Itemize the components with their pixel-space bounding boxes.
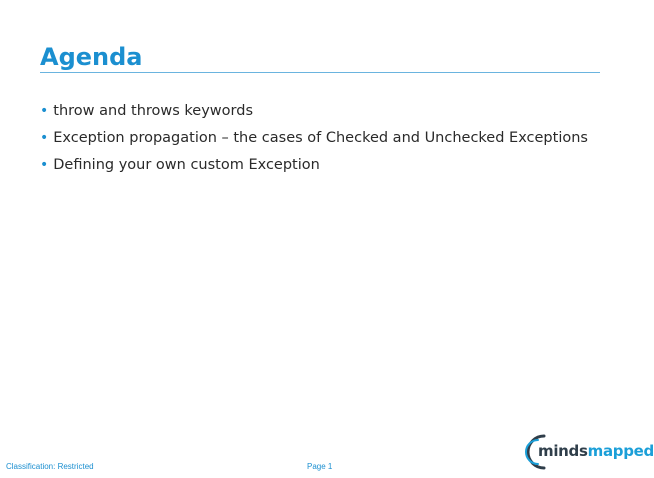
bullet-text: throw and throws keywords [53,103,254,119]
mindsmapped-logo [524,432,654,472]
bullet-text: Defining your own custom Exception [53,157,320,173]
bullet-list [40,102,588,183]
bullet-icon: • [40,157,49,173]
bullet-item [40,102,588,120]
logo-wordmark: mindsmapped [538,442,654,460]
bullet-icon: • [40,103,49,119]
page-number: Page 1 [307,462,333,471]
bullet-text: Exception propagation – the cases of Checked and Unchecked Exceptions [53,130,588,146]
bullet-icon: • [40,130,49,146]
bullet-item [40,129,588,147]
classification-label: Classification: Restricted [6,462,94,471]
bullet-item [40,156,588,174]
title-divider [40,72,600,73]
slide-title: Agenda [40,43,143,71]
